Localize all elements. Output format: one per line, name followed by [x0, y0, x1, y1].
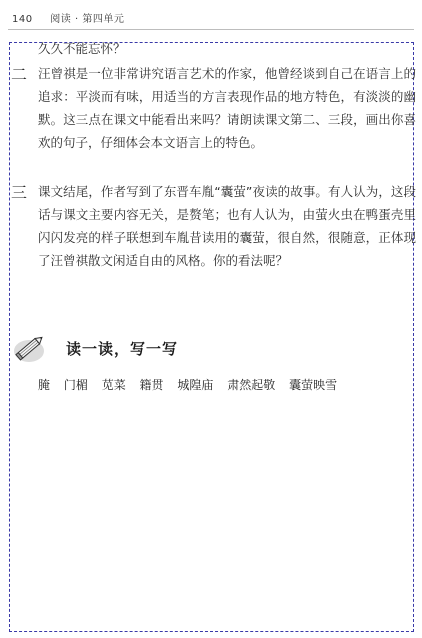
question-2 — [11, 62, 416, 154]
header-divider — [8, 29, 414, 30]
pencil-icon — [12, 330, 48, 366]
vocab-word: 苋菜 — [101, 378, 126, 392]
vocab-word: 肃然起敬 — [227, 378, 276, 392]
page-number: 140 — [12, 14, 33, 25]
vocab-word: 腌 — [38, 378, 51, 392]
continuation-line: 久久不能忘怀？ — [38, 41, 126, 56]
question-number: 二 — [11, 65, 28, 84]
vocab-word: 门楣 — [63, 378, 88, 392]
running-title: 阅读 · 第四单元 — [50, 14, 125, 25]
vocab-word: 籍贯 — [139, 378, 164, 392]
question-3 — [11, 180, 416, 272]
question-number: 三 — [11, 183, 28, 202]
question-text: 课文结尾，作者写到了东晋车胤“囊萤”夜读的故事。有人认为，这段话与课文主要内容无关，是赘笔；也有人认为，由萤火虫在鸭蛋壳里闪闪发亮的样子联想到车胤昔读用的囊萤，很自然，很随意，正体现了汪曾祺散文闲适自由的风格。你的看法呢？ — [38, 184, 416, 268]
question-text: 汪曾祺是一位非常讲究语言艺术的作家，他曾经谈到自己在语言上的追求：平淡而有味，用适当的方言表现作品的地方特色，有淡淡的幽默。这三点在课文中能看出来吗？请朗读课文第二、三段，画出你喜欢的句子，仔细体会本文语言上的特色。 — [38, 66, 416, 150]
vocabulary-list — [38, 376, 347, 394]
vocab-word: 城隍庙 — [177, 378, 214, 392]
section-title: 读一读，写一写 — [66, 340, 179, 358]
vocab-word: 囊萤映雪 — [289, 378, 338, 392]
page-header — [12, 10, 124, 25]
